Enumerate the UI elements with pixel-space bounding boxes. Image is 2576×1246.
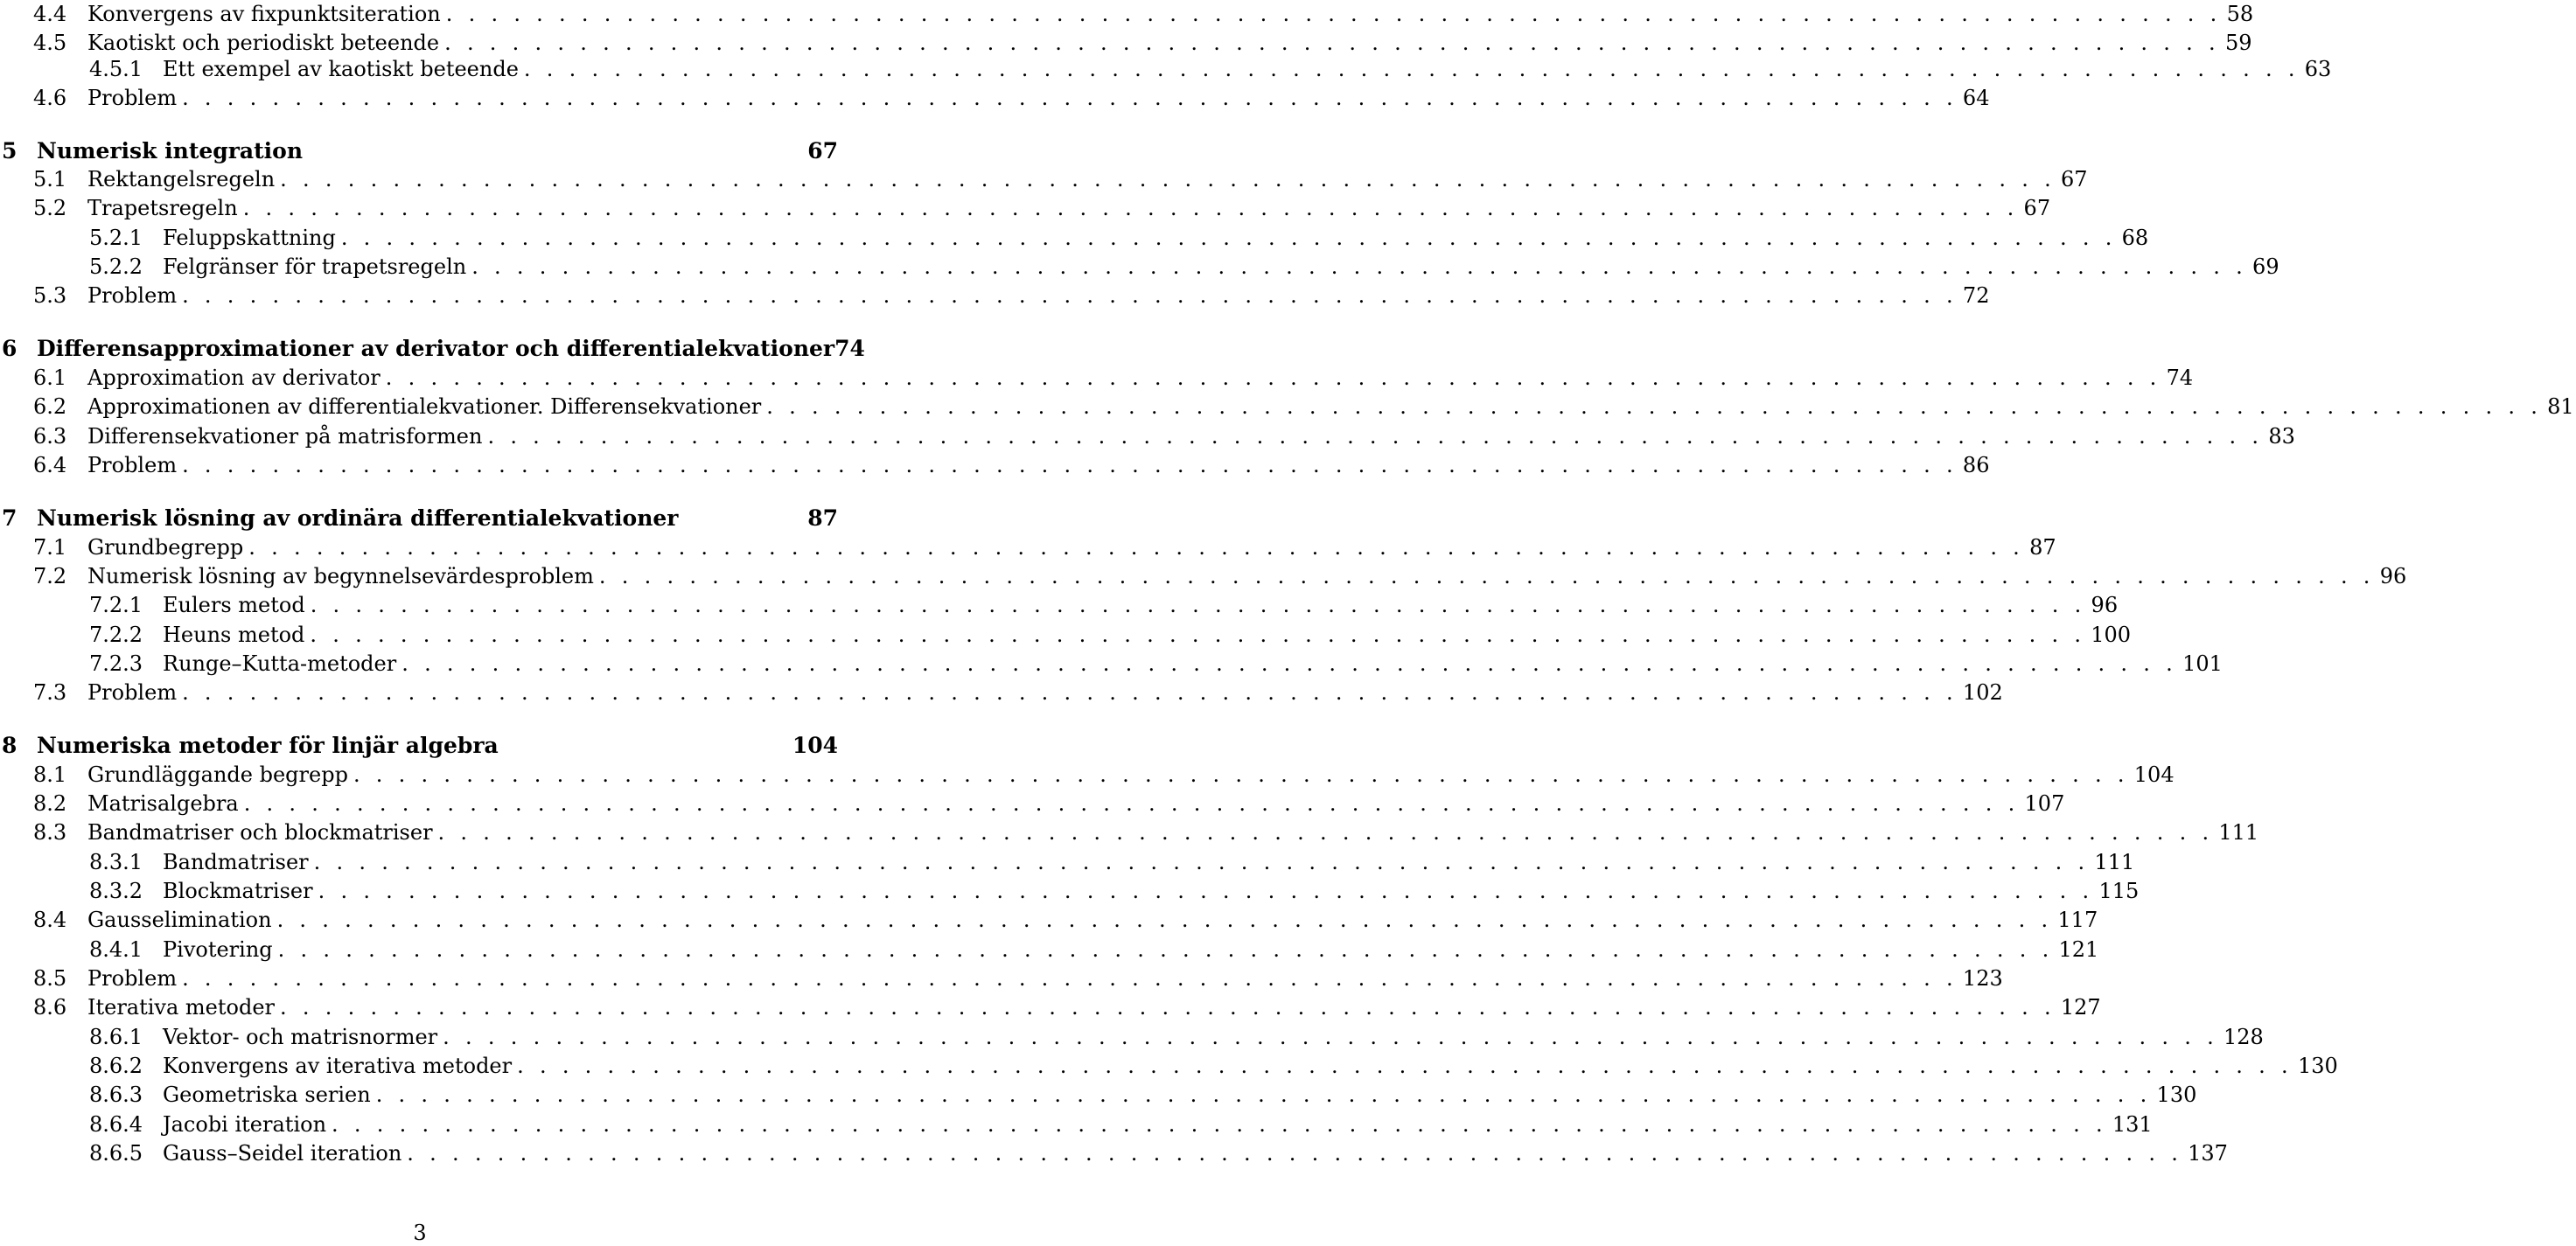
toc-entry-section[interactable] [0, 818, 2259, 847]
toc-entry-page: 104 [2133, 762, 2175, 787]
toc-dot-leader: . . . . . . . . . . . . . . . . . . . . . . . . . . . . . . . . . . . . . . . . . . . . . . . . . . . . . . . . . . . . . . . . . . . . . . . . . . . . . . . [523, 57, 2300, 81]
toc-entry-title: Problem [87, 86, 178, 110]
toc-entry-number: 8.6 [33, 995, 67, 1020]
toc-entry-section[interactable] [0, 393, 2574, 421]
toc-dot-leader: . . . . . . . . . . . . . . . . . . . . . . . . . . . . . . . . . . . . . . . . . . . . . . . . . . . . . . . . . . . . . . . . . . . . . . . . . . . . . . . [310, 623, 2086, 647]
toc-entry-page: 67 [2023, 196, 2051, 220]
toc-dot-leader: . . . . . . . . . . . . . . . . . . . . . . . . . . . . . . . . . . . . . . . . . . . . . . . . . . . . . . . . . . . . . . . . . . . . . . . . . . . . . . . [310, 593, 2086, 617]
toc-dot-leader: . . . . . . . . . . . . . . . . . . . . . . . . . . . . . . . . . . . . . . . . . . . . . . . . . . . . . . . . . . . . . . . . . . . . . . . . . . . . . . . [487, 424, 2264, 449]
toc-entry-subsection[interactable] [0, 848, 2135, 877]
toc-entry-page: 67 [2061, 167, 2088, 191]
toc-entry-section[interactable] [0, 84, 1990, 113]
toc-entry-number: 8.3.1 [89, 850, 143, 874]
toc-entry-number: 7.2.1 [89, 593, 143, 617]
toc-entry-title: Gausselimination [87, 908, 272, 932]
toc-dot-leader: . . . . . . . . . . . . . . . . . . . . . . . . . . . . . . . . . . . . . . . . . . . . . . . . . . . . . . . . . . . . . . . . . . . . . . . . . . . . . . . [766, 394, 2543, 419]
toc-entry-number: 7.2.2 [89, 623, 143, 647]
toc-dot-leader: . . . . . . . . . . . . . . . . . . . . . . . . . . . . . . . . . . . . . . . . . . . . . . . . . . . . . . . . . . . . . . . . . . . . . . . . . . . . . . . [277, 937, 2054, 962]
toc-entry-page: 130 [2156, 1082, 2197, 1107]
toc-entry-number: 5.2.1 [89, 226, 143, 250]
toc-entry-page: 127 [2060, 995, 2101, 1020]
toc-entry-section[interactable] [0, 422, 2295, 451]
toc-entry-subsection[interactable] [0, 650, 2223, 679]
toc-entry-section[interactable] [0, 761, 2175, 790]
toc-entry-number: 5.2 [33, 196, 67, 220]
toc-entry-subsection[interactable] [0, 224, 2149, 253]
toc-entry-title: Differensapproximationer av derivator och differentialekvationer [37, 336, 835, 361]
toc-entry-page: 117 [2057, 908, 2098, 932]
toc-entry-title: Problem [87, 680, 178, 705]
toc-entry-title: Grundbegrepp [87, 535, 244, 560]
toc-entry-subsection[interactable] [0, 591, 2119, 620]
toc-entry-page: 83 [2268, 424, 2295, 449]
toc-entry-title: Numerisk lösning av ordinära differentialekvationer [37, 505, 679, 531]
toc-entry-number: 8.6.3 [89, 1082, 143, 1107]
toc-entry-title: Approximationen av differentialekvationer. Differensekvationer [87, 394, 762, 419]
toc-entry-title: Felgränser för trapetsregeln [163, 254, 467, 279]
toc-entry-page: 115 [2098, 879, 2140, 903]
toc-dot-leader: . . . . . . . . . . . . . . . . . . . . . . . . . . . . . . . . . . . . . . . . . . . . . . . . . . . . . . . . . . . . . . . . . . . . . . . . . . . . . . . [280, 995, 2056, 1020]
toc-dot-leader: . . . . . . . . . . . . . . . . . . . . . . . . . . . . . . . . . . . . . . . . . . . . . . . . . . . . . . . . . . . . . . . . . . . . . . . . . . . . . . . [385, 365, 2161, 390]
toc-dot-leader: . . . . . . . . . . . . . . . . . . . . . . . . . . . . . . . . . . . . . . . . . . . . . . . . . . . . . . . . . . . . . . . . . . . . . . . . . . . . . . . [313, 850, 2090, 874]
toc-entry-title: Konvergens av fixpunktsiteration [87, 2, 441, 26]
toc-entry-title: Problem [87, 283, 178, 308]
toc-entry-number: 4.4 [33, 2, 67, 26]
toc-entry-section[interactable] [0, 194, 2051, 223]
toc-entry-page: 137 [2188, 1141, 2228, 1166]
toc-entry-section[interactable] [0, 906, 2098, 935]
toc-entry-subsection[interactable] [0, 1139, 2228, 1168]
toc-dot-leader: . . . . . . . . . . . . . . . . . . . . . . . . . . . . . . . . . . . . . . . . . . . . . . . . . . . . . . . . . . . . . . . . . . . . . . . . . . . . . . . [318, 879, 2094, 903]
toc-entry-page: 86 [1962, 453, 1990, 477]
toc-entry-title: Approximation av derivator [87, 365, 380, 390]
toc-entry-subsection[interactable] [0, 55, 2332, 84]
toc-entry-page: 123 [1962, 966, 2003, 991]
toc-entry-page: 96 [2091, 593, 2119, 617]
toc-dot-leader: . . . . . . . . . . . . . . . . . . . . . . . . . . . . . . . . . . . . . . . . . . . . . . . . . . . . . . . . . . . . . . . . . . . . . . . . . . . . . . . [407, 1141, 2183, 1166]
toc-entry-page: 69 [2252, 254, 2279, 279]
toc-entry-page: 102 [1962, 680, 2003, 705]
toc-entry-page: 81 [2547, 394, 2574, 419]
toc-entry-title: Differensekvationer på matrisformen [87, 424, 483, 449]
toc-entry-title: Iterativa metoder [87, 995, 276, 1020]
toc-entry-title: Jacobi iteration [163, 1112, 327, 1137]
toc-entry-number: 5.3 [33, 283, 67, 308]
toc-entry-title: Trapetsregeln [87, 196, 238, 220]
toc-entry-number: 6.4 [33, 453, 67, 477]
toc-entry-page: 87 [807, 505, 838, 531]
toc-entry-page: 87 [2029, 535, 2056, 560]
toc-entry-page: 74 [2166, 365, 2194, 390]
toc-dot-leader: . . . . . . . . . . . . . . . . . . . . . . . . . . . . . . . . . . . . . . . . . . . . . . . . . . . . . . . . . . . . . . . . . . . . . . . . . . . . . . . [243, 791, 2020, 816]
toc-entry-title: Ett exempel av kaotiskt beteende [163, 57, 519, 81]
toc-entry-title: Numerisk integration [37, 138, 304, 164]
toc-entry-subsection[interactable] [0, 877, 2140, 906]
toc-entry-section[interactable] [0, 29, 2252, 58]
toc-entry-number: 5.2.2 [89, 254, 143, 279]
toc-entry-subsection[interactable] [0, 1052, 2338, 1081]
toc-entry-number: 4.6 [33, 86, 67, 110]
toc-entry-section[interactable] [0, 282, 1990, 310]
toc-entry-title: Bandmatriser och blockmatriser [87, 820, 433, 845]
toc-entry-title: Konvergens av iterativa metoder [163, 1054, 513, 1078]
toc-entry-subsection[interactable] [0, 936, 2099, 964]
toc-entry-subsection[interactable] [0, 1023, 2264, 1052]
toc-entry-section[interactable] [0, 533, 2056, 562]
toc-entry-number: 6 [2, 336, 17, 361]
toc-entry-chapter[interactable] [0, 731, 840, 760]
toc-entry-number: 8.6.5 [89, 1141, 143, 1166]
toc-dot-leader: . . . . . . . . . . . . . . . . . . . . . . . . . . . . . . . . . . . . . . . . . . . . . . . . . . . . . . . . . . . . . . . . . . . . . . . . . . . . . . . [276, 908, 2053, 932]
toc-entry-number: 7 [2, 505, 17, 531]
toc-entry-subsection[interactable] [0, 1110, 2153, 1139]
toc-entry-number: 8 [2, 733, 17, 758]
toc-entry-number: 6.2 [33, 394, 67, 419]
toc-entry-number: 7.2 [33, 564, 67, 588]
toc-entry-number: 7.3 [33, 680, 67, 705]
toc-entry-title: Blockmatriser [163, 879, 313, 903]
toc-entry-number: 6.1 [33, 365, 67, 390]
toc-entry-chapter[interactable] [0, 334, 865, 363]
toc-entry-page: 67 [807, 138, 838, 164]
toc-entry-page: 111 [2094, 850, 2135, 874]
toc-entry-title: Numerisk lösning av begynnelsevärdesproblem [87, 564, 594, 588]
toc-entry-number: 7.2.3 [89, 651, 143, 676]
toc-dot-leader: . . . . . . . . . . . . . . . . . . . . . . . . . . . . . . . . . . . . . . . . . . . . . . . . . . . . . . . . . . . . . . . . . . . . . . . . . . . . . . . [182, 453, 1958, 477]
toc-dot-leader: . . . . . . . . . . . . . . . . . . . . . . . . . . . . . . . . . . . . . . . . . . . . . . . . . . . . . . . . . . . . . . . . . . . . . . . . . . . . . . . [598, 564, 2375, 588]
toc-dot-leader: . . . . . . . . . . . . . . . . . . . . . . . . . . . . . . . . . . . . . . . . . . . . . . . . . . . . . . . . . . . . . . . . . . . . . . . . . . . . . . . [353, 762, 2129, 787]
toc-dot-leader: . . . . . . . . . . . . . . . . . . . . . . . . . . . . . . . . . . . . . . . . . . . . . . . . . . . . . . . . . . . . . . . . . . . . . . . . . . . . . . . [437, 820, 2214, 845]
toc-entry-number: 8.4 [33, 908, 67, 932]
toc-entry-section[interactable] [0, 790, 2065, 818]
toc-dot-leader: . . . . . . . . . . . . . . . . . . . . . . . . . . . . . . . . . . . . . . . . . . . . . . . . . . . . . . . . . . . . . . . . . . . . . . . . . . . . . . . [517, 1054, 2293, 1078]
toc-entry-number: 8.2 [33, 791, 67, 816]
toc-entry-title: Matrisalgebra [87, 791, 239, 816]
toc-dot-leader: . . . . . . . . . . . . . . . . . . . . . . . . . . . . . . . . . . . . . . . . . . . . . . . . . . . . . . . . . . . . . . . . . . . . . . . . . . . . . . . [242, 196, 2019, 220]
toc-entry-title: Problem [87, 966, 178, 991]
toc-entry-page: 131 [2112, 1112, 2153, 1137]
toc-entry-title: Vektor- och matrisnormer [163, 1025, 438, 1049]
toc-entry-page: 59 [2224, 31, 2252, 55]
toc-entry-number: 4.5.1 [89, 57, 143, 81]
toc-entry-page: 72 [1962, 283, 1990, 308]
toc-dot-leader: . . . . . . . . . . . . . . . . . . . . . . . . . . . . . . . . . . . . . . . . . . . . . . . . . . . . . . . . . . . . . . . . . . . . . . . . . . . . . . . [182, 966, 1958, 991]
toc-entry-title: Eulers metod [163, 593, 305, 617]
toc-entry-title: Bandmatriser [163, 850, 309, 874]
toc-entry-title: Kaotiskt och periodiskt beteende [87, 31, 440, 55]
toc-dot-leader: . . . . . . . . . . . . . . . . . . . . . . . . . . . . . . . . . . . . . . . . . . . . . . . . . . . . . . . . . . . . . . . . . . . . . . . . . . . . . . . [280, 167, 2056, 191]
toc-entry-section[interactable] [0, 451, 1990, 480]
toc-dot-leader: . . . . . . . . . . . . . . . . . . . . . . . . . . . . . . . . . . . . . . . . . . . . . . . . . . . . . . . . . . . . . . . . . . . . . . . . . . . . . . . [443, 1025, 2218, 1049]
toc-entry-section[interactable] [0, 0, 2254, 29]
toc-entry-number: 6.3 [33, 424, 67, 449]
toc-entry-chapter[interactable] [0, 504, 840, 533]
toc-entry-title: Pivotering [163, 937, 273, 962]
toc-entry-subsection[interactable] [0, 253, 2279, 282]
toc-dot-leader: . . . . . . . . . . . . . . . . . . . . . . . . . . . . . . . . . . . . . . . . . . . . . . . . . . . . . . . . . . . . . . . . . . . . . . . . . . . . . . . [401, 651, 2178, 676]
toc-entry-number: 8.3 [33, 820, 67, 845]
toc-entry-title: Gauss–Seidel iteration [163, 1141, 402, 1166]
toc-entry-number: 5 [2, 138, 17, 164]
toc-entry-section[interactable] [0, 364, 2194, 393]
toc-dot-leader: . . . . . . . . . . . . . . . . . . . . . . . . . . . . . . . . . . . . . . . . . . . . . . . . . . . . . . . . . . . . . . . . . . . . . . . . . . . . . . . [332, 1112, 2107, 1137]
toc-entry-number: 5.1 [33, 167, 67, 191]
toc-entry-page: 111 [2218, 820, 2259, 845]
toc-entry-page: 74 [834, 336, 865, 361]
toc-entry-subsection[interactable] [0, 1081, 2197, 1110]
toc-entry-chapter[interactable] [0, 136, 840, 165]
toc-entry-section[interactable] [0, 165, 2088, 194]
toc-entry-number: 8.6.1 [89, 1025, 143, 1049]
toc-dot-leader: . . . . . . . . . . . . . . . . . . . . . . . . . . . . . . . . . . . . . . . . . . . . . . . . . . . . . . . . . . . . . . . . . . . . . . . . . . . . . . . [340, 226, 2117, 250]
toc-entry-title: Rektangelsregeln [87, 167, 276, 191]
toc-entry-subsection[interactable] [0, 621, 2132, 650]
toc-entry-page: 104 [792, 733, 838, 758]
toc-entry-title: Runge–Kutta-metoder [163, 651, 397, 676]
toc-dot-leader: . . . . . . . . . . . . . . . . . . . . . . . . . . . . . . . . . . . . . . . . . . . . . . . . . . . . . . . . . . . . . . . . . . . . . . . . . . . . . . . [375, 1082, 2152, 1107]
toc-dot-leader: . . . . . . . . . . . . . . . . . . . . . . . . . . . . . . . . . . . . . . . . . . . . . . . . . . . . . . . . . . . . . . . . . . . . . . . . . . . . . . . [248, 535, 2025, 560]
toc-entry-page: 100 [2091, 623, 2132, 647]
toc-entry-page: 130 [2297, 1054, 2338, 1078]
toc-entry-title: Problem [87, 453, 178, 477]
toc-entry-title: Feluppskattning [163, 226, 336, 250]
toc-dot-leader: . . . . . . . . . . . . . . . . . . . . . . . . . . . . . . . . . . . . . . . . . . . . . . . . . . . . . . . . . . . . . . . . . . . . . . . . . . . . . . . [445, 2, 2222, 26]
toc-entry-page: 96 [2379, 564, 2407, 588]
toc-entry-title: Heuns metod [163, 623, 305, 647]
toc-entry-page: 121 [2058, 937, 2099, 962]
toc-entry-section[interactable] [0, 562, 2407, 591]
toc-entry-page: 128 [2223, 1025, 2264, 1049]
toc-dot-leader: . . . . . . . . . . . . . . . . . . . . . . . . . . . . . . . . . . . . . . . . . . . . . . . . . . . . . . . . . . . . . . . . . . . . . . . . . . . . . . . [444, 31, 2220, 55]
toc-entry-page: 64 [1962, 86, 1990, 110]
toc-dot-leader: . . . . . . . . . . . . . . . . . . . . . . . . . . . . . . . . . . . . . . . . . . . . . . . . . . . . . . . . . . . . . . . . . . . . . . . . . . . . . . . [182, 680, 1958, 705]
toc-entry-section[interactable] [0, 964, 2003, 993]
toc-entry-number: 8.6.4 [89, 1112, 143, 1137]
toc-entry-section[interactable] [0, 679, 2003, 707]
toc-dot-leader: . . . . . . . . . . . . . . . . . . . . . . . . . . . . . . . . . . . . . . . . . . . . . . . . . . . . . . . . . . . . . . . . . . . . . . . . . . . . . . . [182, 283, 1958, 308]
toc-entry-number: 8.5 [33, 966, 67, 991]
toc-entry-number: 8.3.2 [89, 879, 143, 903]
toc-entry-title: Numeriska metoder för linjär algebra [37, 733, 499, 758]
toc-entry-number: 4.5 [33, 31, 67, 55]
toc-entry-page: 107 [2024, 791, 2065, 816]
toc-dot-leader: . . . . . . . . . . . . . . . . . . . . . . . . . . . . . . . . . . . . . . . . . . . . . . . . . . . . . . . . . . . . . . . . . . . . . . . . . . . . . . . [471, 254, 2248, 279]
toc-entry-number: 8.4.1 [89, 937, 143, 962]
toc-entry-title: Grundläggande begrepp [87, 762, 348, 787]
toc-entry-number: 8.6.2 [89, 1054, 143, 1078]
page-number: 3 [413, 1221, 427, 1245]
toc-dot-leader: . . . . . . . . . . . . . . . . . . . . . . . . . . . . . . . . . . . . . . . . . . . . . . . . . . . . . . . . . . . . . . . . . . . . . . . . . . . . . . . [182, 86, 1958, 110]
toc-entry-page: 101 [2182, 651, 2223, 676]
toc-entry-number: 8.1 [33, 762, 67, 787]
toc-entry-page: 58 [2226, 2, 2254, 26]
toc-entry-section[interactable] [0, 993, 2101, 1022]
toc-entry-number: 7.1 [33, 535, 67, 560]
toc-entry-page: 68 [2121, 226, 2149, 250]
toc-entry-page: 63 [2304, 57, 2332, 81]
toc-entry-title: Geometriska serien [163, 1082, 371, 1107]
